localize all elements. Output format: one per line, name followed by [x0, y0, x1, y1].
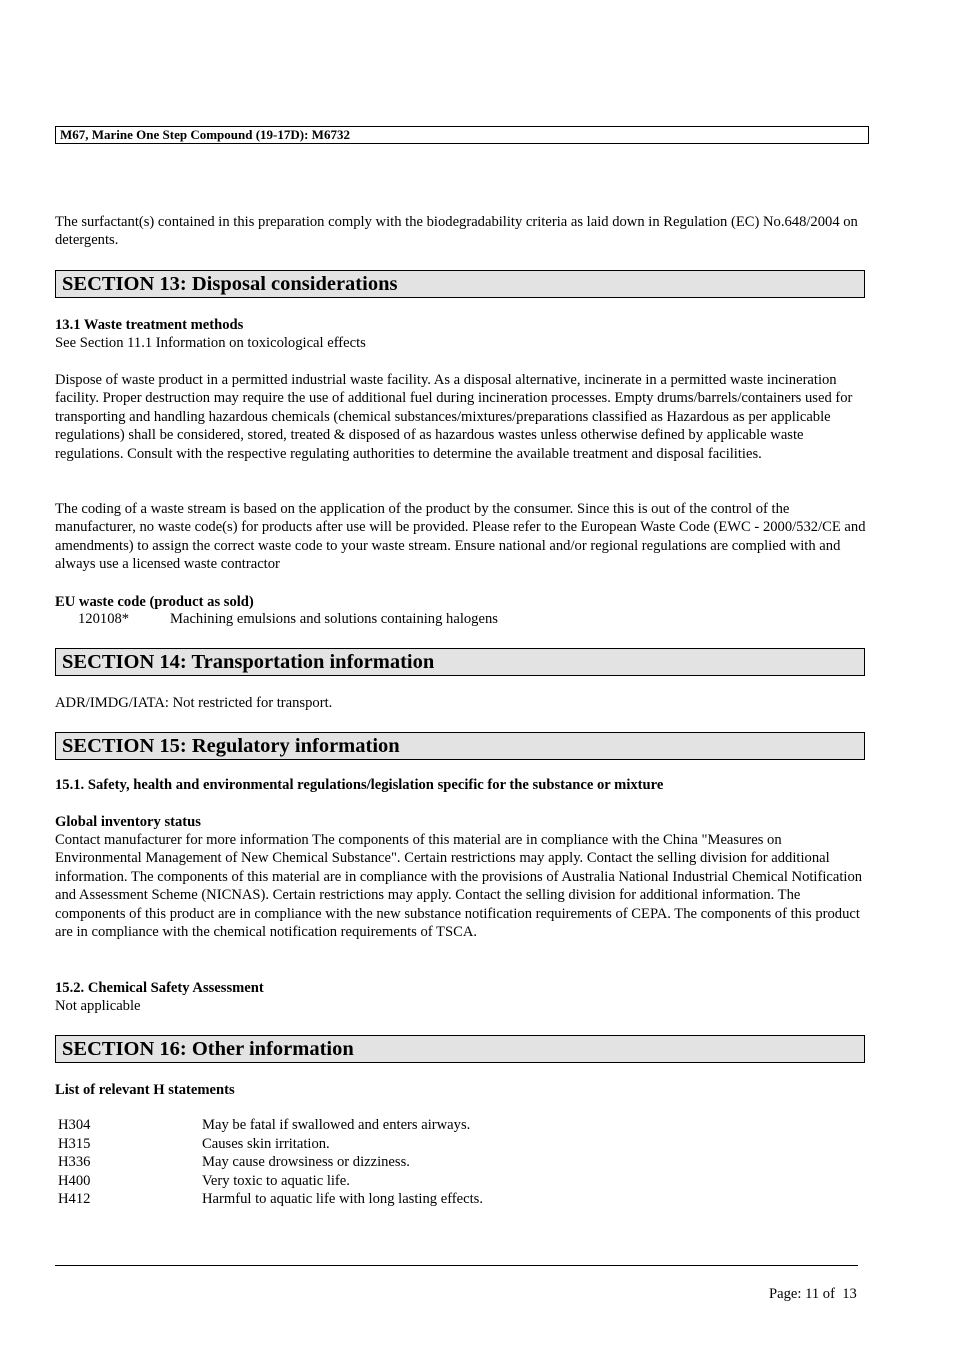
h-statements-heading: List of relevant H statements	[55, 1082, 235, 1098]
section-16-title: SECTION 16: Other information	[55, 1035, 865, 1063]
h-statement-code: H315	[58, 1136, 91, 1152]
disposal-paragraph: Dispose of waste product in a permitted industrial waste facility. As a disposal alternative, incinerate in a permitted waste incineration facility. Proper destruction may require the use of additional fuel during incineration processes. Empty drums/barrels/containers used for transporting and handling hazardous chemicals (chemical substances/mixtures/preparations classified as Hazardous as per applicable regulations) shall be considered, stored, treated & disposed of as hazardous wastes unless otherwise defined by applicable waste regulations. Consult with the respective regulating authorities to determine the available treatment and disposal facilities.	[55, 372, 853, 462]
h-statement-text: Harmful to aquatic life with long lasting effects.	[202, 1191, 483, 1207]
section-14-title: SECTION 14: Transportation information	[55, 648, 865, 676]
h-statement-text: May be fatal if swallowed and enters airways.	[202, 1117, 471, 1133]
h-statement-text: Causes skin irritation.	[202, 1136, 330, 1152]
waste-treatment-text: See Section 11.1 Information on toxicological effects	[55, 335, 366, 351]
section-15-title: SECTION 15: Regulatory information	[55, 732, 865, 760]
page-number: Page: 11 of 13	[769, 1286, 857, 1302]
h-statement-code: H336	[58, 1154, 91, 1170]
csa-heading: 15.2. Chemical Safety Assessment	[55, 980, 264, 996]
transport-text: ADR/IMDG/IATA: Not restricted for transport.	[55, 695, 333, 711]
regulations-heading: 15.1. Safety, health and environmental regulations/legislation specific for the substance or mixture	[55, 777, 664, 793]
footer-divider	[55, 1265, 858, 1266]
inventory-text: Contact manufacturer for more information The components of this material are in compliance with the China "Measures on Environmental Management of New Chemical Substance". Certain restrictions may apply. Contact the selling division for additional information. The components of this material are in compliance with the provisions of Australia National Industrial Chemical Notification and Assessment Scheme (NICNAS). Certain restrictions may apply. Contact the selling division for additional information. The components of this product are in compliance with the new substance notification requirements of CEPA. The components of this product are in compliance with the chemical notification requirements of TSCA.	[55, 832, 863, 941]
h-statement-code: H412	[58, 1191, 91, 1207]
h-statement-code: H400	[58, 1173, 91, 1189]
h-statement-text: Very toxic to aquatic life.	[202, 1173, 350, 1189]
inventory-heading: Global inventory status	[55, 814, 201, 830]
waste-coding-paragraph: The coding of a waste stream is based on the application of the product by the consumer. Since this is out of the control of the manufacturer, no waste code(s) for products after use will be provided. Please refer to the European Waste Code (EWC - 2000/532/CE and amendments) to assign the correct waste code to your waste stream. Ensure national and/or regional regulations are complied with and always use a licensed waste contractor	[55, 501, 866, 573]
section-13-title: SECTION 13: Disposal considerations	[55, 270, 865, 298]
eu-waste-code-heading: EU waste code (product as sold)	[55, 594, 254, 610]
h-statement-text: May cause drowsiness or dizziness.	[202, 1154, 410, 1170]
surfactant-note: The surfactant(s) contained in this preparation comply with the biodegradability criteria as laid down in Regulation (EC) No.648/2004 on detergents.	[55, 214, 858, 249]
product-title-header: M67, Marine One Step Compound (19-17D): M6732	[55, 126, 869, 144]
eu-waste-code-value: 120108*	[78, 611, 130, 627]
h-statement-code: H304	[58, 1117, 91, 1133]
csa-text: Not applicable	[55, 998, 141, 1014]
eu-waste-code-description: Machining emulsions and solutions containing halogens	[170, 611, 498, 627]
waste-treatment-heading: 13.1 Waste treatment methods	[55, 317, 244, 333]
